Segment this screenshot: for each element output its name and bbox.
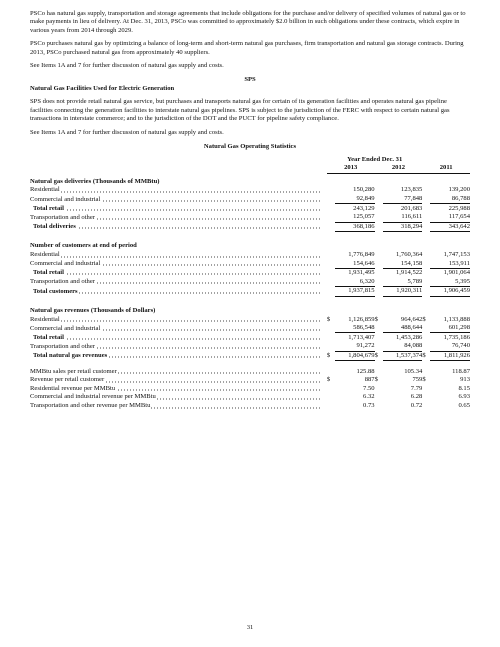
- paragraph-sps-service: SPS does not provide retail natural gas service, but purchases and transports natural gas for certain of its generation facilities and operates natural gas pipeline facilities connecting the generation facilities to interstate natural gas pipelines. SPS is subject to the jurisdiction of the FERC with respect to certain natural gas transactions in interstate commerce; and to the jurisdiction of the DOT and the PUCT for pipeline safety compliance.: [30, 98, 450, 122]
- statistics-title: Natural Gas Operating Statistics: [203, 143, 297, 151]
- paragraph-supply-agreements: PSCo has natural gas supply, transportation and storage agreements that include obligations for the purchase and/or delivery of specified volumes of natural gas or to make payments in lieu of delivery. At Dec. 31, 2013, PSCo was committed to approximately $2.0 billion in such obligations under these contracts, which expire in various years from 2014 through 2029.: [30, 10, 466, 34]
- table-row: Transportation and other revenue per MMBtu 0.73 0.72 0.65: [30, 401, 470, 409]
- section-heading: Natural gas revenues (Thousands of Dollars): [30, 306, 156, 314]
- table-row: Commercial and industrial 154,646 154,158 153,911: [30, 259, 470, 268]
- paragraph-see-items-1: See Items 1A and 7 for further discussion of natural gas supply and costs.: [30, 62, 224, 70]
- table-row: Commercial and industrial revenue per MMBtu 6.32 6.28 6.93: [30, 393, 470, 401]
- year-header-row: [30, 155, 470, 164]
- table-row: Total retail 243,129 201,683 225,988: [30, 204, 470, 213]
- table-row: Residential 1,776,849 1,760,364 1,747,153: [30, 251, 470, 258]
- table-row: Residential 150,280 123,835 139,200: [30, 186, 470, 194]
- table-row: Total natural gas revenues $ 1,804,679 $ 1,537,374 $ 1,811,926: [30, 351, 470, 361]
- paragraph-see-items-2: See Items 1A and 7 for further discussion of natural gas supply and costs.: [30, 128, 224, 136]
- table-row: Total customers 1,937,815 1,920,311 1,906,459: [30, 287, 470, 297]
- facilities-heading: Natural Gas Facilities Used for Electric Generation: [30, 84, 175, 92]
- table-row: MMBtu sales per retail customer 125.88 105.34 118.87: [30, 367, 470, 375]
- table-row: Commercial and industrial 92,849 77,848 86,788: [30, 195, 470, 203]
- page-number: 31: [246, 624, 254, 631]
- section-heading: Number of customers at end of period: [30, 242, 137, 250]
- table-row: Transportation and other 125,057 116,611 117,654: [30, 213, 470, 221]
- year-2013: 2013: [327, 164, 375, 173]
- paragraph-purchases: PSCo purchases natural gas by optimizing a balance of long-term and short-term natural gas purchases, firm transportation and natural gas storage contracts. During 2013, PSCo purchased natural gas from approximately 40 suppliers.: [30, 40, 464, 56]
- year-ended-header: Year Ended Dec. 31: [347, 155, 403, 163]
- operating-statistics-table: [30, 155, 470, 410]
- table-row: Total retail 1,931,495 1,914,522 1,901,064: [30, 268, 470, 277]
- document-page: [30, 10, 470, 410]
- years-row: [30, 164, 470, 173]
- year-2011: 2011: [422, 164, 470, 173]
- sps-heading: SPS: [244, 76, 256, 84]
- table-row: Revenue per retail customer $ 887 $ 759 $ 913: [30, 376, 470, 384]
- table-row: Residential $ 1,126,859 $ 964,642 $ 1,133,888: [30, 315, 470, 323]
- table-row: Total retail 1,713,407 1,453,286 1,735,186: [30, 333, 470, 342]
- table-row: Transportation and other 91,272 84,088 76,740: [30, 342, 470, 350]
- year-2012: 2012: [375, 164, 423, 173]
- table-row: Residential revenue per MMBtu 7.50 7.79 8.15: [30, 384, 470, 392]
- section-heading: Natural gas deliveries (Thousands of MMBtu): [30, 177, 160, 185]
- table-row: Transportation and other 6,320 5,789 5,395: [30, 277, 470, 286]
- table-row: Commercial and industrial 586,548 488,644 601,298: [30, 324, 470, 332]
- table-row: Total deliveries 368,186 318,294 343,642: [30, 222, 470, 232]
